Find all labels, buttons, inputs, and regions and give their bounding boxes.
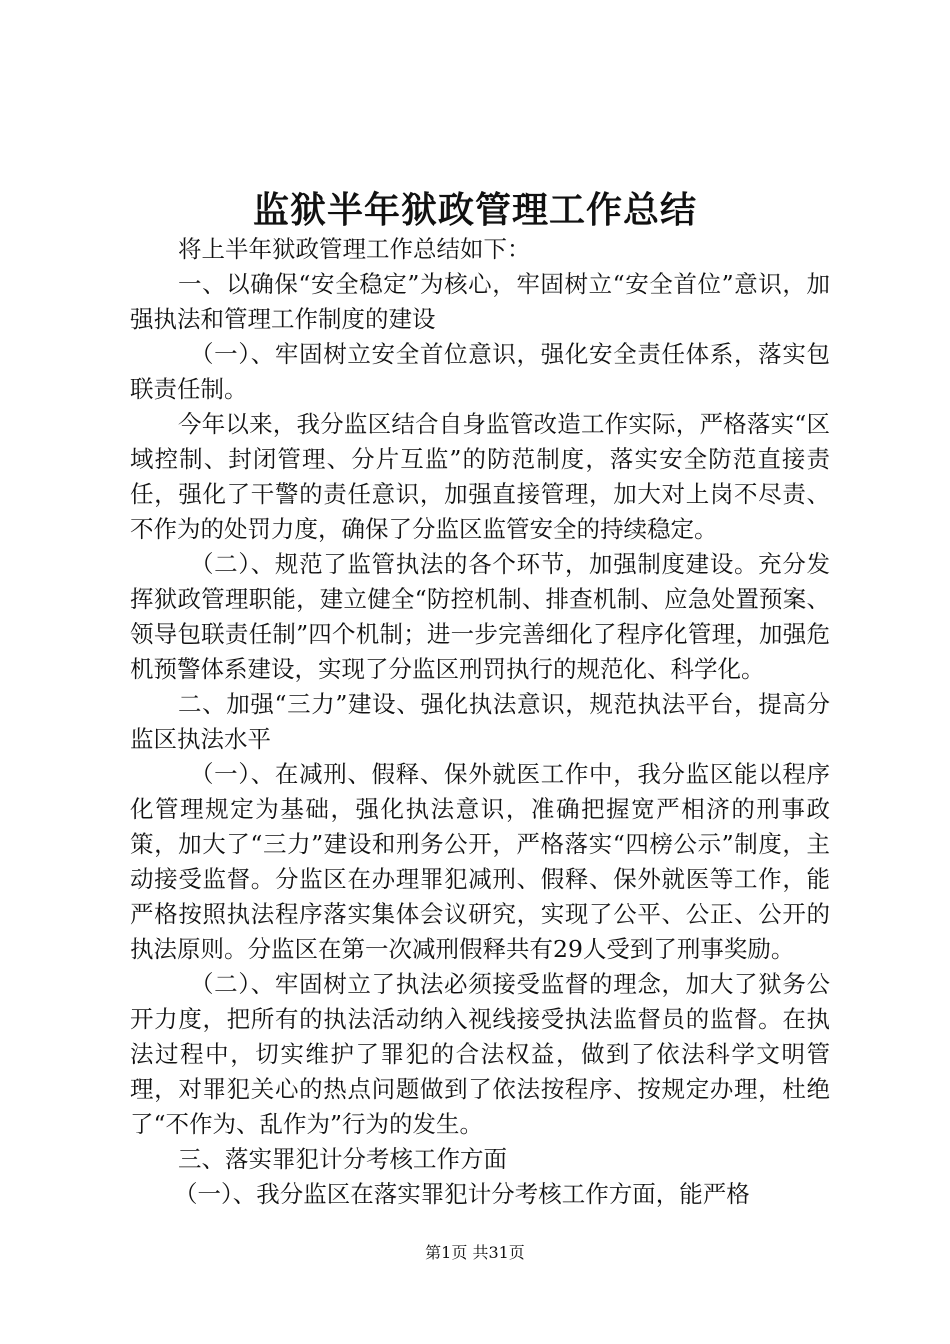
section-heading-3: 三、落实罪犯计分考核工作方面 bbox=[178, 1145, 507, 1173]
document-title: 监狱半年狱政管理工作总结 bbox=[252, 189, 697, 231]
paragraph-3-1: （一）、我分监区在落实罪犯计分考核工作方面，能严格 bbox=[174, 1180, 750, 1208]
paragraph-1-1-body: 今年以来，我分监区结合自身监管改造工作实际，严格落实“区域控制、封闭管理、分片互监”的防范制度，落实安全防范直接责任，强化了干警的责任意识，加强直接管理，加大对上岗不尽责、不作为的处罚力度，确保了分监区监管安全的持续稳定。 bbox=[130, 410, 830, 543]
section-heading-2: 二、加强“三力”建设、强化执法意识，规范执法平台，提高分监区执法水平 bbox=[130, 690, 830, 753]
page-footer: 第1页 共31页 bbox=[425, 1243, 525, 1262]
document-body bbox=[130, 232, 830, 1212]
paragraph-2-1: （一）、在减刑、假释、保外就医工作中，我分监区能以程序化管理规定为基础，强化执法意识，准确把握宽严相济的刑事政策，加大了“三力”建设和刑务公开，严格落实“四榜公示”制度，主动接受监督。分监区在办理罪犯减刑、假释、保外就医等工作，能严格按照执法程序落实集体会议研究，实现了公平、公正、公开的执法原则。分监区在第一次减刑假释共有29人受到了刑事奖励。 bbox=[130, 760, 830, 963]
subsection-heading-1-1: （一）、牢固树立安全首位意识，强化安全责任体系，落实包联责任制。 bbox=[130, 340, 830, 403]
paragraph-1-2: （二）、规范了监管执法的各个环节，加强制度建设。充分发挥狱政管理职能，建立健全“防控机制、排查机制、应急处置预案、领导包联责任制”四个机制；进一步完善细化了程序化管理，加强危机预警体系建设，实现了分监区刑罚执行的规范化、科学化。 bbox=[130, 550, 830, 683]
section-heading-1: 一、以确保“安全稳定”为核心，牢固树立“安全首位”意识，加强执法和管理工作制度的建设 bbox=[130, 270, 830, 333]
paragraph-intro: 将上半年狱政管理工作总结如下： bbox=[178, 235, 531, 263]
paragraph-2-2: （二）、牢固树立了执法必须接受监督的理念，加大了狱务公开力度，把所有的执法活动纳入视线接受执法监督员的监督。在执法过程中，切实维护了罪犯的合法权益，做到了依法科学文明管理，对罪犯关心的热点问题做到了依法按程序、按规定办理，杜绝了“不作为、乱作为”行为的发生。 bbox=[130, 970, 830, 1138]
